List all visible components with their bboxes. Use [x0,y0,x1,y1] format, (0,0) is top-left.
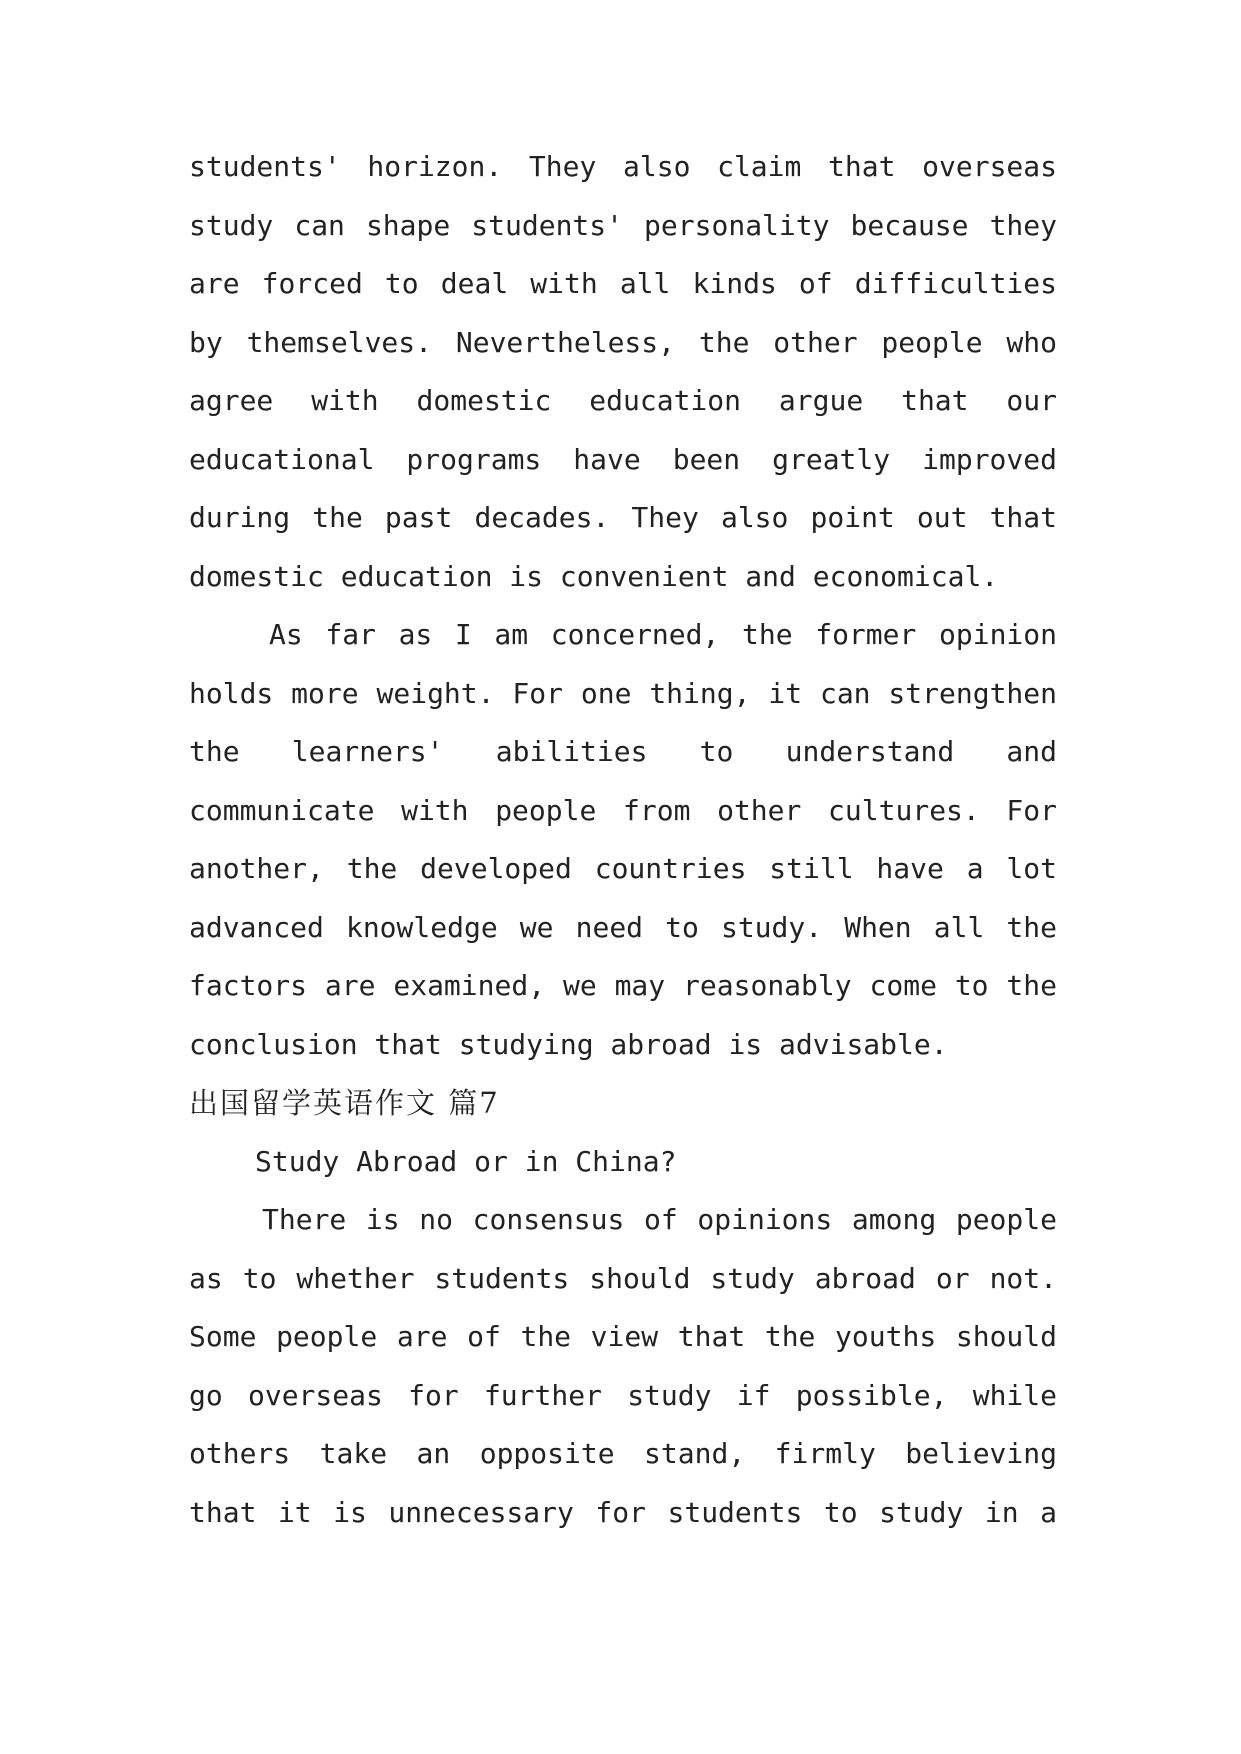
text-line: conclusion that studying abroad is advisable. [189,1027,948,1061]
essay-title: Study Abroad or in China? [255,1144,677,1178]
paragraph-2 [189,606,1057,1074]
text-line: are forced to deal with all kinds of difficulties [189,267,1057,300]
text-line: another, the developed countries still have a lot [189,852,1057,885]
text-line: as to whether students should study abroad or not. [189,1261,1057,1295]
text-line: go overseas for further study if possible, while [189,1378,1057,1412]
text-line: domestic education is convenient and economical. [189,559,999,593]
text-line: Some people are of the view that the youths should [189,1320,1057,1353]
text-line: holds more weight. For one thing, it can strengthen [189,676,1057,710]
text-line: As far as I am concerned, the former opinion [269,618,1057,651]
text-line: the learners' abilities to understand and [189,735,1057,768]
text-line: There is no consensus of opinions among people [262,1203,1057,1236]
text-line: by themselves. Nevertheless, the other people who [189,325,1057,359]
document-body [189,138,1057,1542]
text-line: agree with domestic education argue that our [189,384,1057,417]
text-line: study can shape students' personality because they [189,208,1057,242]
paragraph-1 [189,138,1057,606]
text-line: educational programs have been greatly improved [189,442,1057,476]
paragraph-3 [189,1191,1057,1542]
text-line: during the past decades. They also point out that [189,501,1057,534]
text-line: advanced knowledge we need to study. When all the [189,910,1057,944]
text-line: factors are examined, we may reasonably come to the [189,969,1057,1002]
text-line: communicate with people from other cultures. For [189,793,1057,827]
section-heading: 出国留学英语作文 篇7 [189,1086,500,1120]
text-line: students' horizon. They also claim that overseas [189,150,1057,183]
text-line: that it is unnecessary for students to study in a [189,1495,1057,1529]
text-line: others take an opposite stand, firmly believing [189,1437,1057,1470]
